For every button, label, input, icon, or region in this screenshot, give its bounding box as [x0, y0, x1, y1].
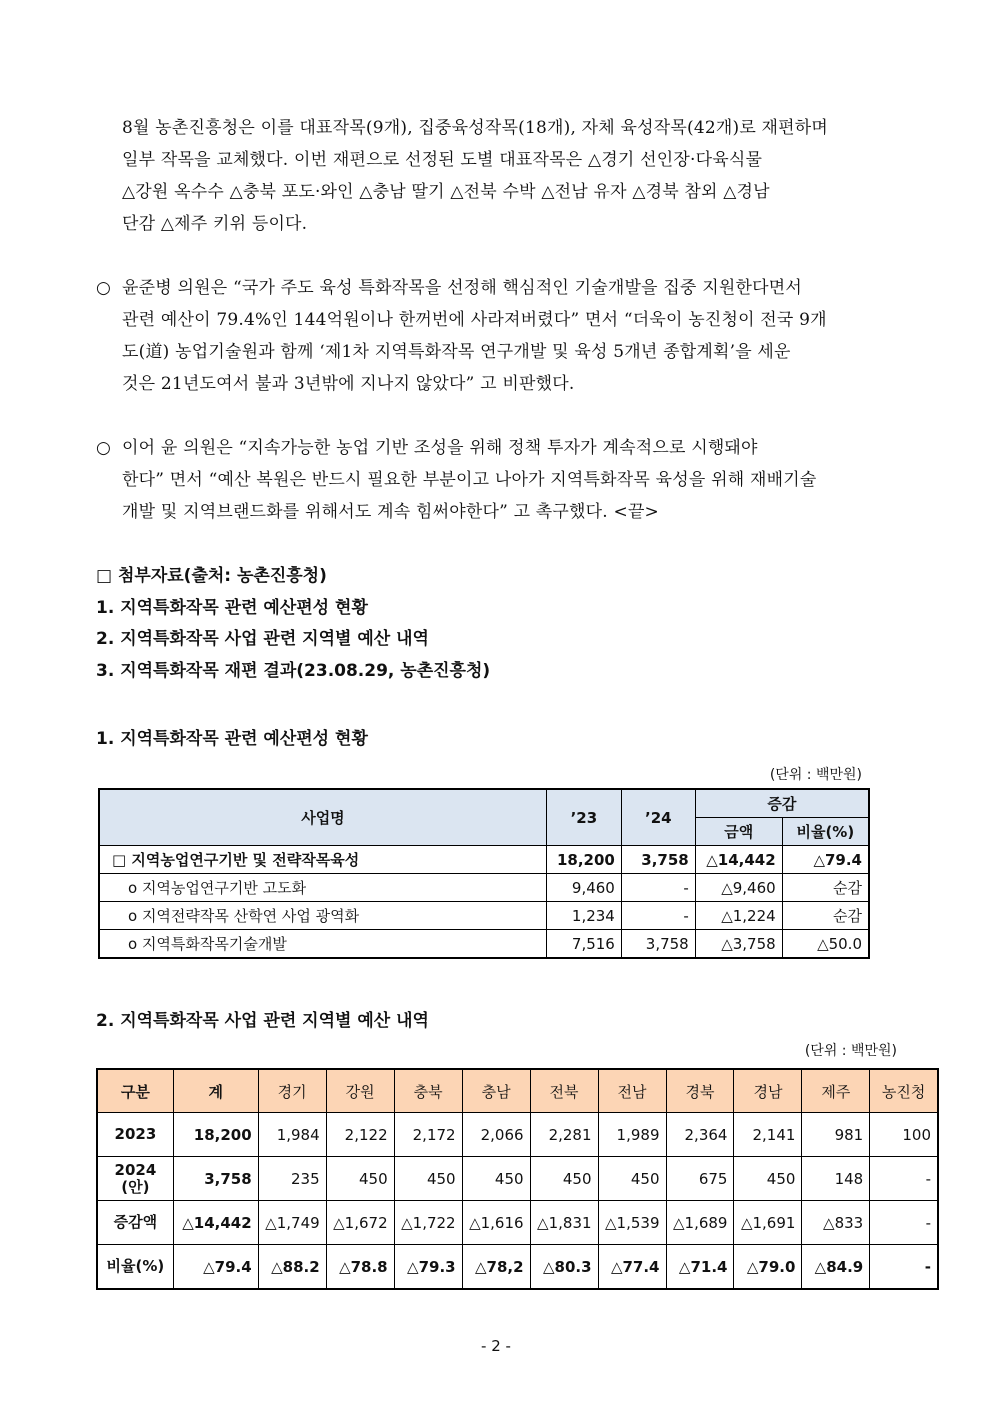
- row-name: o 지역특화작목기술개발: [99, 930, 546, 959]
- header-region: 경기: [258, 1069, 326, 1113]
- header-project-name: 사업명: [99, 789, 546, 846]
- cell-value: 148: [802, 1157, 870, 1201]
- cell-value: △79.0: [734, 1245, 802, 1290]
- cell-value: 450: [462, 1157, 530, 1201]
- cell-value: △833: [802, 1201, 870, 1245]
- cell-value: △1,689: [666, 1201, 734, 1245]
- attachment-item: 2. 지역특화작목 사업 관련 지역별 예산 내역: [96, 629, 429, 649]
- cell-value: △1,722: [394, 1201, 462, 1245]
- regional-budget-table: [96, 1068, 939, 1290]
- header-region: 강원: [326, 1069, 394, 1113]
- cell-value: △1,539: [598, 1201, 666, 1245]
- cell-2023: 18,200: [546, 846, 621, 874]
- cell-value: -: [870, 1201, 938, 1245]
- text-line: 8월 농촌진흥청은 이를 대표작목(9개), 집중육성작목(18개), 자체 육성작목(42개)로 재편하며: [122, 118, 829, 138]
- header-region: 경북: [666, 1069, 734, 1113]
- row-name: o 지역농업연구기반 고도화: [99, 874, 546, 902]
- cell-value: 450: [598, 1157, 666, 1201]
- cell-value: 2,066: [462, 1113, 530, 1157]
- cell-value: 675: [666, 1157, 734, 1201]
- text-line: 일부 작목을 교체했다. 이번 재편으로 선정된 도별 대표작목은 △경기 선인장·다육식물: [122, 150, 763, 170]
- cell-value: 450: [326, 1157, 394, 1201]
- header-2023: ’23: [546, 789, 621, 846]
- header-region: 전북: [530, 1069, 598, 1113]
- cell-value: 235: [258, 1157, 326, 1201]
- text-line: 개발 및 지역브랜드화를 위해서도 계속 힘써야한다” 고 촉구했다. <끝>: [122, 502, 660, 522]
- cell-2023: 9,460: [546, 874, 621, 902]
- header-change: 증감: [695, 789, 869, 818]
- cell-value: 100: [870, 1113, 938, 1157]
- cell-value: △77.4: [598, 1245, 666, 1290]
- attachments-list: [96, 561, 490, 687]
- cell-ratio: △79.4: [782, 846, 869, 874]
- header-region: 전남: [598, 1069, 666, 1113]
- header-region: 제주: [802, 1069, 870, 1113]
- cell-value: △1,831: [530, 1201, 598, 1245]
- cell-amount: △1,224: [695, 902, 782, 930]
- row-label: [97, 1157, 173, 1201]
- header-region: 농진청: [870, 1069, 938, 1113]
- cell-2024: -: [621, 874, 695, 902]
- cell-value: △79.3: [394, 1245, 462, 1290]
- cell-value: 2,364: [666, 1113, 734, 1157]
- table-row: [99, 846, 869, 874]
- cell-value: △1,749: [258, 1201, 326, 1245]
- cell-value: 2,141: [734, 1113, 802, 1157]
- cell-value: △78,2: [462, 1245, 530, 1290]
- row-label-line: (안): [121, 1177, 150, 1196]
- cell-2024: 3,758: [621, 846, 695, 874]
- cell-value: 1,984: [258, 1113, 326, 1157]
- attachment-item: 3. 지역특화작목 재편 결과(23.08.29, 농촌진흥청): [96, 660, 491, 681]
- cell-ratio: 순감: [782, 902, 869, 930]
- header-region: 충북: [394, 1069, 462, 1113]
- cell-value: 1,989: [598, 1113, 666, 1157]
- row-label-line: 2024: [114, 1160, 157, 1179]
- cell-value: △1,616: [462, 1201, 530, 1245]
- text-line: △강원 옥수수 △충북 포도·와인 △충남 딸기 △전북 수박 △전남 유자 △경북 참외 △경남: [122, 182, 770, 202]
- cell-2024: 3,758: [621, 930, 695, 959]
- attachments-header: □ 첨부자료(출처: 농촌진흥청): [96, 566, 327, 586]
- cell-value: △1,672: [326, 1201, 394, 1245]
- text-line: 도(道) 농업기술원과 함께 ‘제1차 지역특화작목 연구개발 및 육성 5개년 종합계획’을 세운: [122, 342, 791, 362]
- table-row: [97, 1113, 938, 1157]
- section1-title: 1. 지역특화작목 관련 예산편성 현황: [96, 729, 368, 749]
- attachment-item: 1. 지역특화작목 관련 예산편성 현황: [96, 597, 368, 618]
- cell-amount: △14,442: [695, 846, 782, 874]
- cell-value: -: [870, 1245, 938, 1290]
- text-line: 관련 예산이 79.4%인 144억원이나 한꺼번에 사라져버렸다” 면서 “더욱이 농진청이 전국 9개: [122, 310, 827, 330]
- cell-2023: 7,516: [546, 930, 621, 959]
- section2-title: 2. 지역특화작목 사업 관련 지역별 예산 내역: [96, 1011, 429, 1031]
- text-line: 한다” 면서 “예산 복원은 반드시 필요한 부분이고 나아가 지역특화작목 육성을 위해 재배기술: [122, 470, 817, 490]
- paragraph-yoon-criticism: [96, 272, 902, 400]
- cell-value: 450: [734, 1157, 802, 1201]
- budget-table: [98, 788, 870, 959]
- cell-value: 2,172: [394, 1113, 462, 1157]
- header-amount: 금액: [695, 818, 782, 846]
- cell-ratio: △50.0: [782, 930, 869, 959]
- text-line: 윤준병 의원은 “국가 주도 육성 특화작목을 선정해 핵심적인 기술개발을 집중 지원한다면서: [122, 278, 802, 298]
- cell-value: △71.4: [666, 1245, 734, 1290]
- header-2024: ’24: [621, 789, 695, 846]
- cell-value: △84.9: [802, 1245, 870, 1290]
- cell-2023: 1,234: [546, 902, 621, 930]
- bullet-circle: ○: [96, 278, 112, 298]
- cell-value: 981: [802, 1113, 870, 1157]
- row-name: □ 지역농업연구기반 및 전략작목육성: [99, 846, 546, 874]
- table-row: [99, 874, 869, 902]
- header-total: 계: [173, 1069, 258, 1113]
- paragraph-yoon-urge: [96, 432, 902, 528]
- cell-value: 2,122: [326, 1113, 394, 1157]
- cell-2024: -: [621, 902, 695, 930]
- cell-value: 2,281: [530, 1113, 598, 1157]
- section2-unit: (단위 : 백만원): [804, 1043, 897, 1059]
- cell-value: 450: [530, 1157, 598, 1201]
- cell-total: 3,758: [173, 1157, 258, 1201]
- table-row: [97, 1245, 938, 1290]
- header-region: 충남: [462, 1069, 530, 1113]
- cell-amount: △9,460: [695, 874, 782, 902]
- cell-total: △79.4: [173, 1245, 258, 1290]
- table-row: [97, 1201, 938, 1245]
- cell-total: △14,442: [173, 1201, 258, 1245]
- row-label: 증감액: [97, 1201, 173, 1245]
- cell-ratio: 순감: [782, 874, 869, 902]
- cell-value: 450: [394, 1157, 462, 1201]
- text-line: 것은 21년도여서 불과 3년밖에 지나지 않았다” 고 비판했다.: [122, 374, 575, 394]
- cell-value: △1,691: [734, 1201, 802, 1245]
- text-line: 이어 윤 의원은 “지속가능한 농업 기반 조성을 위해 정책 투자가 계속적으로 시행돼야: [122, 438, 758, 458]
- text-line: 단감 △제주 키위 등이다.: [122, 214, 308, 234]
- page-number: - 2 -: [481, 1337, 511, 1355]
- table-row: [99, 902, 869, 930]
- cell-value: △80.3: [530, 1245, 598, 1290]
- header-region: 경남: [734, 1069, 802, 1113]
- cell-value: △78.8: [326, 1245, 394, 1290]
- row-name: o 지역전략작목 산학연 사업 광역화: [99, 902, 546, 930]
- header-ratio: 비율(%): [782, 818, 869, 846]
- row-label: 2023: [97, 1113, 173, 1157]
- cell-value: -: [870, 1157, 938, 1201]
- table-row: [99, 930, 869, 959]
- cell-value: △88.2: [258, 1245, 326, 1290]
- paragraph-crop-restructure: [96, 112, 902, 240]
- bullet-circle: ○: [96, 438, 112, 458]
- header-category: 구분: [97, 1069, 173, 1113]
- cell-total: 18,200: [173, 1113, 258, 1157]
- section1-unit: (단위 : 백만원): [769, 767, 862, 783]
- table-row: [97, 1157, 938, 1201]
- cell-amount: △3,758: [695, 930, 782, 959]
- row-label: 비율(%): [97, 1245, 173, 1290]
